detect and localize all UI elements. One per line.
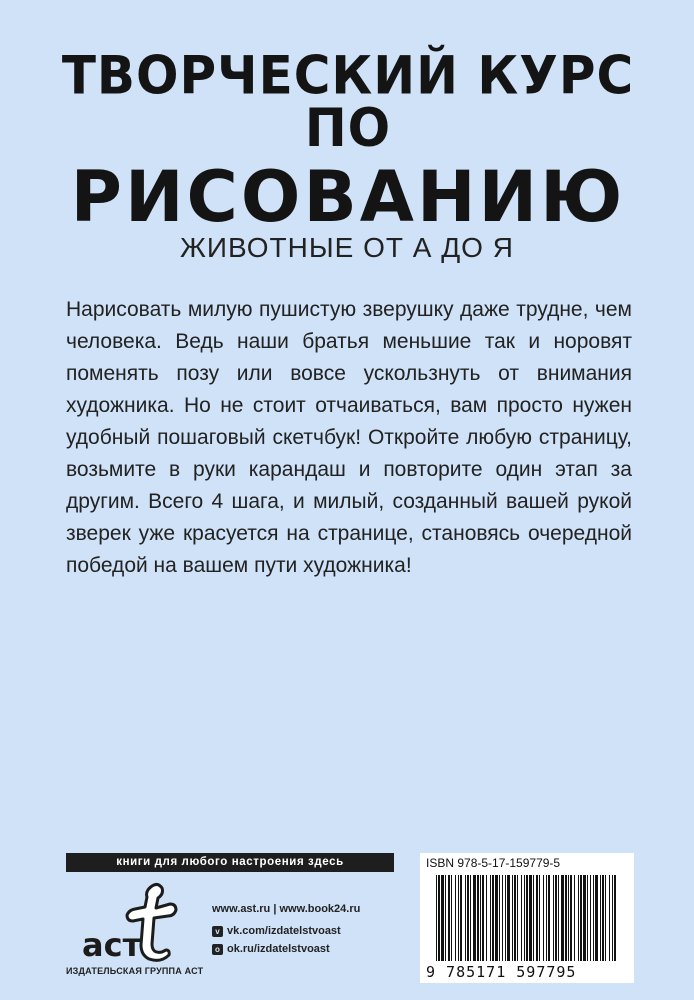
barcode-bar <box>612 875 613 961</box>
barcode-bar <box>451 875 452 961</box>
barcode-bar <box>555 875 557 961</box>
barcode-bar <box>486 875 487 961</box>
publisher-name: ИЗДАТЕЛЬСКАЯ ГРУППА АСТ <box>66 966 204 976</box>
barcode-bar <box>490 875 491 961</box>
barcode-bar <box>502 875 503 961</box>
barcode-bar <box>460 875 462 961</box>
barcode-bar <box>570 875 572 961</box>
barcode <box>434 875 620 963</box>
barcode-bar <box>521 875 522 961</box>
barcode-bar <box>455 875 456 961</box>
barcode-bar <box>533 875 534 961</box>
barcode-bar <box>448 875 450 961</box>
barcode-bar <box>438 875 440 961</box>
barcode-bar <box>512 875 513 961</box>
logo-text: аст <box>82 926 142 964</box>
barcode-bar <box>507 875 510 961</box>
isbn-barcode-box <box>420 853 634 983</box>
barcode-bar <box>470 875 471 961</box>
tagline-bar: книги для любого настроения здесь <box>66 853 394 872</box>
barcode-bar <box>546 875 547 961</box>
barcode-bar <box>465 875 466 961</box>
barcode-bar <box>514 875 516 961</box>
barcode-bar <box>614 875 616 961</box>
barcode-bar <box>517 875 518 961</box>
vk-icon: v <box>212 926 223 937</box>
ast-logo <box>74 878 194 968</box>
barcode-bar <box>558 875 559 961</box>
barcode-bar <box>458 875 459 961</box>
barcode-bar <box>499 875 500 961</box>
barcode-bar <box>526 875 528 961</box>
book-title <box>58 45 638 238</box>
barcode-bar <box>524 875 525 961</box>
barcode-bar <box>505 875 506 961</box>
barcode-bar <box>600 875 601 961</box>
isbn-label: ISBN 978-5-17-159779-5 <box>426 856 561 870</box>
barcode-bar <box>590 875 591 961</box>
barcode-bar <box>495 875 498 961</box>
barcode-bar <box>480 875 481 961</box>
barcode-bar <box>593 875 594 961</box>
barcode-bar <box>561 875 564 961</box>
subtitle: ЖИВОТНЫЕ ОТ А ДО Я <box>180 232 514 263</box>
barcode-bar <box>436 875 437 961</box>
title-line-2: РИСОВАНИЮ <box>70 156 626 238</box>
barcode-bar <box>587 875 588 961</box>
publisher-links <box>212 900 412 958</box>
barcode-bar <box>482 875 484 961</box>
vk-link[interactable] <box>212 922 412 940</box>
barcode-digits: 9 785171 597795 <box>426 963 577 981</box>
websites-line[interactable]: www.ast.ru | www.book24.ru <box>212 903 361 915</box>
barcode-bar <box>467 875 469 961</box>
barcode-bar <box>445 875 446 961</box>
ok-icon: o <box>212 944 223 955</box>
barcode-bar <box>543 875 544 961</box>
barcode-bar <box>529 875 532 961</box>
barcode-bar <box>602 875 604 961</box>
title-line-1: ТВОРЧЕСКИЙ КУРС ПО <box>61 45 635 159</box>
barcode-bar <box>609 875 610 961</box>
barcode-bar <box>605 875 606 961</box>
barcode-bar <box>568 875 569 961</box>
barcode-bar <box>539 875 540 961</box>
barcode-bar <box>477 875 479 961</box>
barcode-bar <box>595 875 598 961</box>
barcode-bar <box>574 875 575 961</box>
barcode-bar <box>492 875 494 961</box>
barcode-bar <box>473 875 476 961</box>
barcode-bar <box>441 875 444 961</box>
vk-link-text: vk.com/izdatelstvoast <box>227 925 341 937</box>
barcode-bar <box>580 875 582 961</box>
ok-link-text: ok.ru/izdatelstvoast <box>227 943 330 955</box>
barcode-bar <box>553 875 554 961</box>
description-text: Нарисовать милую пушистую зверушку даже трудне, чем человека. Ведь наши братья меньшие так и норовят поменять позу или вовсе ускользнуть от внимания художника. Но не стоит отчаиваться, вам просто нужен удобный пошаговый скетчбук! Откройте любую страницу, возьмите в руки карандаш и повторите один этап за другим. Всего 4 шага, и милый, созданный вашей рукой зверек уже красуется на странице, становясь очередной победой на вашем пути художника! <box>66 298 632 577</box>
ok-link[interactable] <box>212 940 412 958</box>
barcode-bar <box>548 875 550 961</box>
barcode-bar <box>578 875 579 961</box>
barcode-bar <box>583 875 586 961</box>
barcode-bar <box>536 875 538 961</box>
barcode-bar <box>565 875 567 961</box>
